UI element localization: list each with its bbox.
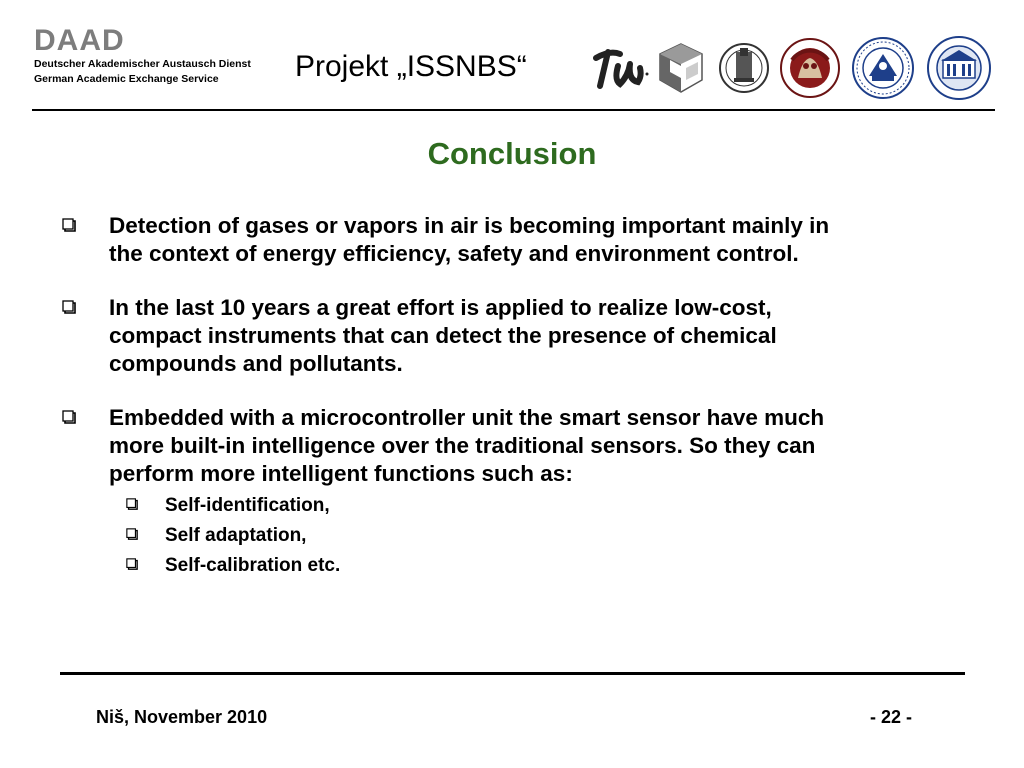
- university-novi-sad-seal-icon: [926, 36, 992, 100]
- university-seal-1-icon: [718, 38, 770, 98]
- sub-bullet-text: Self-calibration etc.: [165, 555, 341, 576]
- slide-title: Conclusion: [427, 136, 597, 171]
- footer-location-date: Niš, November 2010: [96, 707, 268, 727]
- daad-subtitle-de: Deutscher Akademischer Austausch Dienst: [34, 58, 251, 70]
- checkbox-bullet-icon: [62, 300, 76, 314]
- bullet-line: In the last 10 years a great effort is applied to realize low-cost,: [109, 295, 772, 320]
- bullet-line: the context of energy efficiency, safety and environment control.: [109, 241, 799, 266]
- tu-logo-icon: [590, 46, 650, 92]
- checkbox-bullet-icon: [126, 558, 138, 570]
- daad-logo: [34, 26, 251, 86]
- checkbox-bullet-icon: [62, 218, 76, 232]
- daad-subtitle-en: German Academic Exchange Service: [34, 73, 219, 85]
- bullet-line: compact instruments that can detect the presence of chemical: [109, 323, 777, 348]
- cube-logo-icon: [656, 42, 706, 94]
- sub-bullet-text: Self adaptation,: [165, 525, 307, 546]
- university-banja-luka-seal-icon: [852, 36, 914, 100]
- daad-wordmark: DAAD: [34, 24, 125, 57]
- footer-divider: [60, 672, 965, 675]
- page-number: - 22 -: [870, 707, 913, 727]
- sub-bullet-text: Self-identification,: [165, 495, 330, 516]
- header-divider: [32, 109, 995, 111]
- bullet-line: Detection of gases or vapors in air is becoming important mainly in: [109, 213, 830, 238]
- bullet-line: perform more intelligent functions such as:: [109, 461, 573, 486]
- bullet-line: more built-in intelligence over the traditional sensors. So they can: [109, 433, 816, 458]
- university-nis-seal-icon: [780, 36, 840, 100]
- bullet-line: Embedded with a microcontroller unit the smart sensor have much: [109, 405, 825, 430]
- checkbox-bullet-icon: [62, 410, 76, 424]
- bullet-line: compounds and pollutants.: [109, 351, 403, 376]
- checkbox-bullet-icon: [126, 528, 138, 540]
- project-title: Projekt „ISSNBS“: [295, 50, 527, 83]
- checkbox-bullet-icon: [126, 498, 138, 510]
